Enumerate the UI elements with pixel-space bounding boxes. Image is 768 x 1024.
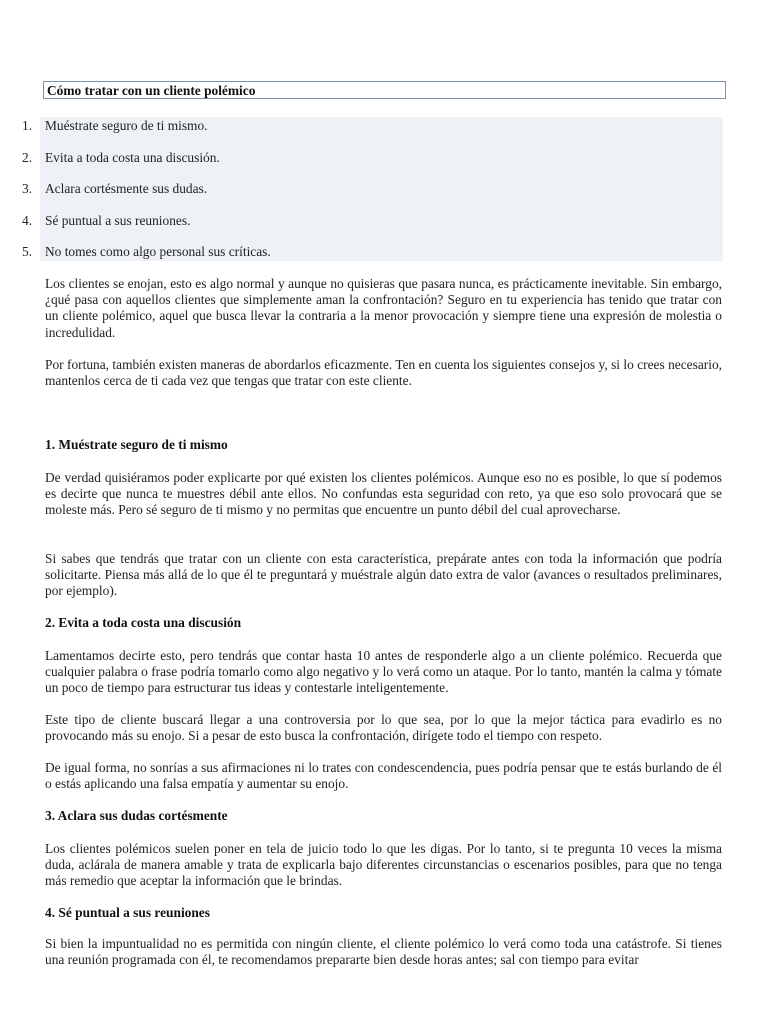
section-paragraph: Este tipo de cliente buscará llegar a una controversia por lo que sea, por lo que la mejor táctica para evadirlo es no provocando más su enojo. Si a pesar de esto busca la confrontación, dirígete todo el tiempo con respeto. — [45, 712, 722, 744]
intro-paragraph: Los clientes se enojan, esto es algo normal y aunque no quisieras que pasara nunca, es prácticamente inevitable. Sin embargo, ¿qué pasa con aquellos clientes que simplemente aman la confrontación? Seguro en tu experiencia has tenido que tratar con un cliente polémico, aquel que busca llevar la contraria a la menor provocación y siempre tiene una expresión de molestia o incredulidad. — [45, 276, 722, 340]
toc-item-number: 5. — [22, 244, 33, 259]
intro-paragraph: Por fortuna, también existen maneras de abordarlos eficazmente. Ten en cuenta los siguientes consejos y, si lo crees necesario, mantenlos cerca de ti cada vez que tengas que tratar con este cliente. — [45, 357, 722, 389]
section-paragraph: Los clientes polémicos suelen poner en tela de juicio todo lo que les digas. Por lo tanto, si te pregunta 10 veces la misma duda, aclárala de manera amable y trata de explicarla bajo diferentes circunstancias o escenarios posibles, para que no tenga más remedio que aceptar la información que le brindas. — [45, 841, 722, 889]
toc-item-number: 4. — [22, 213, 33, 228]
section-heading: 1. Muéstrate seguro de ti mismo — [45, 437, 228, 452]
toc-item-number: 2. — [22, 150, 33, 165]
toc-item — [0, 243, 723, 261]
section-paragraph: Si sabes que tendrás que tratar con un cliente con esta característica, prepárate antes con toda la información que podría solicitarte. Piensa más allá de lo que él te preguntará y muéstrale algún dato extra de valor (avances o resultados preliminares, por ejemplo). — [45, 551, 722, 599]
toc-item-number: 3. — [22, 181, 33, 196]
section-heading: 2. Evita a toda costa una discusión — [45, 615, 242, 630]
toc-item-text: Sé puntual a sus reuniones. — [45, 213, 191, 228]
section-paragraph: Lamentamos decirte esto, pero tendrás que contar hasta 10 antes de responderle algo a un cliente polémico. Recuerda que cualquier palabra o frase podría tomarlo como algo negativo y lo verá como un ataque. Por lo tanto, mantén la calma y tómate un poco de tiempo para estructurar tus ideas y contestarle inteligentemente. — [45, 648, 722, 696]
toc-item-text: No tomes como algo personal sus críticas. — [45, 244, 271, 259]
section-paragraph: De igual forma, no sonrías a sus afirmaciones ni lo trates con condescendencia, pues podría pensar que te estás burlando de él o estás aplicando una falsa empatía y aumentar su enojo. — [45, 760, 722, 792]
toc-item-text: Aclara cortésmente sus dudas. — [45, 181, 208, 196]
toc-item-text: Evita a toda costa una discusión. — [45, 150, 220, 165]
document-title: Cómo tratar con un cliente polémico — [43, 81, 726, 99]
toc-item — [0, 180, 723, 198]
section-paragraph: De verdad quisiéramos poder explicarte por qué existen los clientes polémicos. Aunque eso no es posible, lo que sí podemos es decirte que nunca te muestres débil ante ellos. No confundas esta seguridad con reto, ya que eso solo provocará que se moleste más. Pero sé seguro de ti mismo y no permitas que encuentre un punto débil del cual aprovecharse. — [45, 470, 722, 518]
toc-item — [0, 149, 723, 167]
section-heading: 3. Aclara sus dudas cortésmente — [45, 808, 228, 823]
section-heading: 4. Sé puntual a sus reuniones — [45, 905, 210, 920]
section-paragraph: Si bien la impuntualidad no es permitida con ningún cliente, el cliente polémico lo verá como toda una catástrofe. Si tienes una reunión programada con él, te recomendamos prepararte bien desde horas antes; sal con tiempo para evitar — [45, 936, 722, 968]
toc-list — [0, 117, 723, 261]
toc-item — [0, 117, 723, 135]
toc-item — [0, 212, 723, 230]
toc-item-number: 1. — [22, 118, 33, 133]
toc-item-text: Muéstrate seguro de ti mismo. — [45, 118, 208, 133]
